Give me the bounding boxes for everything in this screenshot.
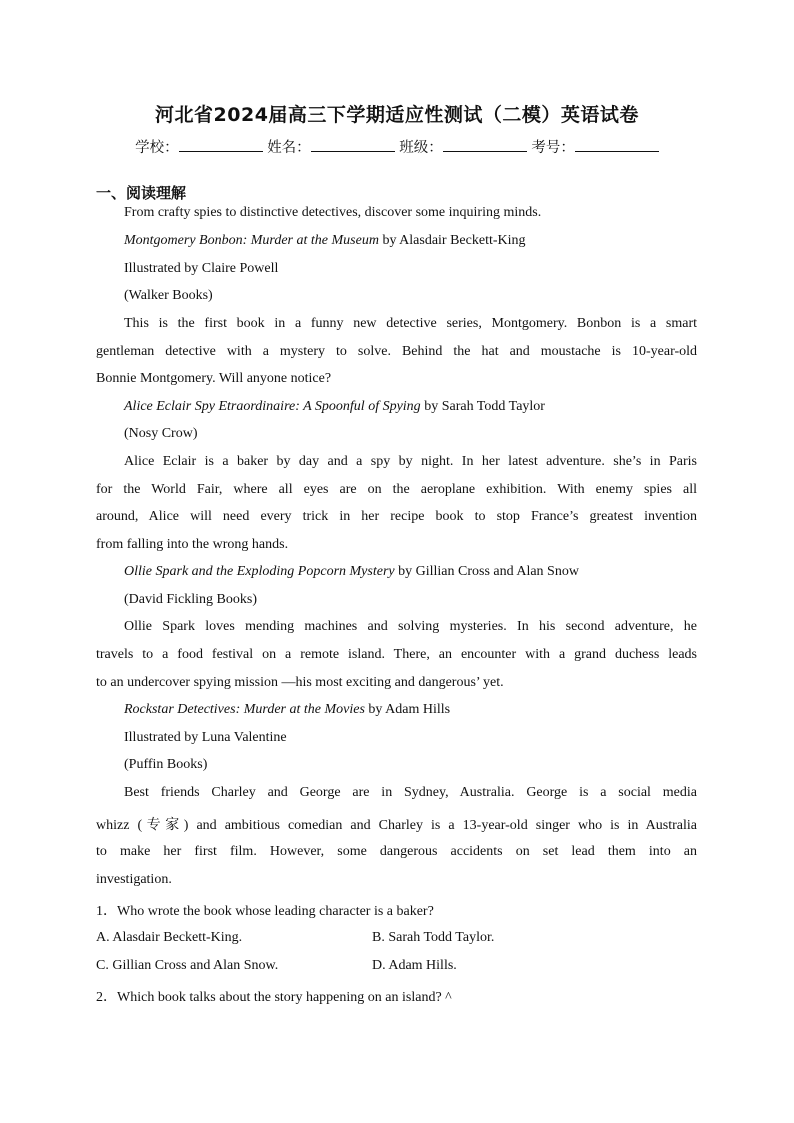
- book-1-publisher: (Walker Books): [124, 288, 213, 303]
- book-3-title: Ollie Spark and the Exploding Popcorn Mystery: [124, 564, 395, 579]
- book-1-author: by Alasdair Beckett-King: [378, 233, 526, 248]
- book-1-heading: [124, 233, 526, 249]
- book-2-title: Alice Eclair Spy Etraordinaire: A Spoonful of Spying: [124, 399, 421, 414]
- question-2: 2．Which book talks about the story happening on an island? ^: [96, 990, 452, 1005]
- student-info-line: [0, 136, 794, 157]
- book-4-desc-line: investigation.: [96, 872, 172, 887]
- school-label: 学校：: [135, 140, 179, 156]
- question-1-option-b[interactable]: B. Sarah Todd Taylor.: [372, 930, 495, 945]
- book-4-desc-line: whizz (专家) and ambitious comedian and Charley is a 13-year-old singer who is in Australia: [96, 818, 697, 833]
- question-1-option-a[interactable]: A. Alasdair Beckett-King.: [96, 930, 243, 945]
- book-3-publisher: (David Fickling Books): [124, 592, 257, 607]
- book-3-heading: [124, 564, 579, 580]
- name-label: 姓名：: [267, 140, 311, 156]
- book-2-author: by Sarah Todd Taylor: [420, 399, 545, 414]
- book-1-illustrator: Illustrated by Claire Powell: [124, 261, 279, 276]
- question-1-option-d[interactable]: D. Adam Hills.: [372, 958, 457, 973]
- book-2-publisher: (Nosy Crow): [124, 426, 198, 441]
- book-2-desc-line: around, Alice will need every trick in her recipe book to stop France’s greatest invention: [96, 509, 697, 524]
- number-blank[interactable]: [575, 139, 659, 152]
- school-blank[interactable]: [179, 139, 263, 152]
- book-3-desc-line: travels to a food festival on a remote island. There, an encounter with a grand duchess leads: [96, 647, 697, 662]
- book-4-illustrator: Illustrated by Luna Valentine: [124, 730, 287, 745]
- book-4-desc-line: to make her first film. However, some dangerous accidents on set lead them into an: [96, 844, 697, 859]
- book-3-author: by Gillian Cross and Alan Snow: [394, 564, 579, 579]
- book-1-desc-line: Bonnie Montgomery. Will anyone notice?: [96, 371, 332, 386]
- book-4-title: Rockstar Detectives: Murder at the Movies: [124, 702, 365, 717]
- question-1: 1．Who wrote the book whose leading character is a baker?: [96, 904, 434, 919]
- book-2-desc-line: for the World Fair, where all eyes are on the aeroplane exhibition. With enemy spies all: [96, 482, 697, 497]
- name-blank[interactable]: [311, 139, 395, 152]
- book-1-title: Montgomery Bonbon: Murder at the Museum: [124, 233, 379, 248]
- number-label: 考号：: [531, 140, 575, 156]
- intro-text: From crafty spies to distinctive detectives, discover some inquiring minds.: [124, 205, 542, 220]
- class-label: 班级：: [399, 140, 443, 156]
- book-4-author: by Adam Hills: [364, 702, 451, 717]
- book-1-desc-line: gentleman detective with a mystery to solve. Behind the hat and moustache is 10-year-old: [96, 344, 697, 359]
- section-heading: 一、阅读理解: [96, 184, 187, 202]
- book-4-publisher: (Puffin Books): [124, 757, 208, 772]
- book-2-heading: [124, 399, 545, 415]
- book-3-desc-line: Ollie Spark loves mending machines and solving mysteries. In his second adventure, he: [124, 619, 697, 634]
- book-2-desc-line: Alice Eclair is a baker by day and a spy by night. In her latest adventure. she’s in Paris: [124, 454, 697, 469]
- book-4-desc-line: Best friends Charley and George are in Sydney, Australia. George is a social media: [124, 785, 697, 800]
- book-3-desc-line: to an undercover spying mission —his most exciting and dangerous’ yet.: [96, 675, 504, 690]
- book-2-desc-line: from falling into the wrong hands.: [96, 537, 289, 552]
- exam-title: 河北省2024届高三下学期适应性测试（二模）英语试卷: [155, 104, 639, 126]
- book-4-heading: [124, 702, 450, 718]
- book-1-desc-line: This is the first book in a funny new detective series, Montgomery. Bonbon is a smart: [124, 316, 697, 331]
- class-blank[interactable]: [443, 139, 527, 152]
- question-1-option-c[interactable]: C. Gillian Cross and Alan Snow.: [96, 958, 279, 973]
